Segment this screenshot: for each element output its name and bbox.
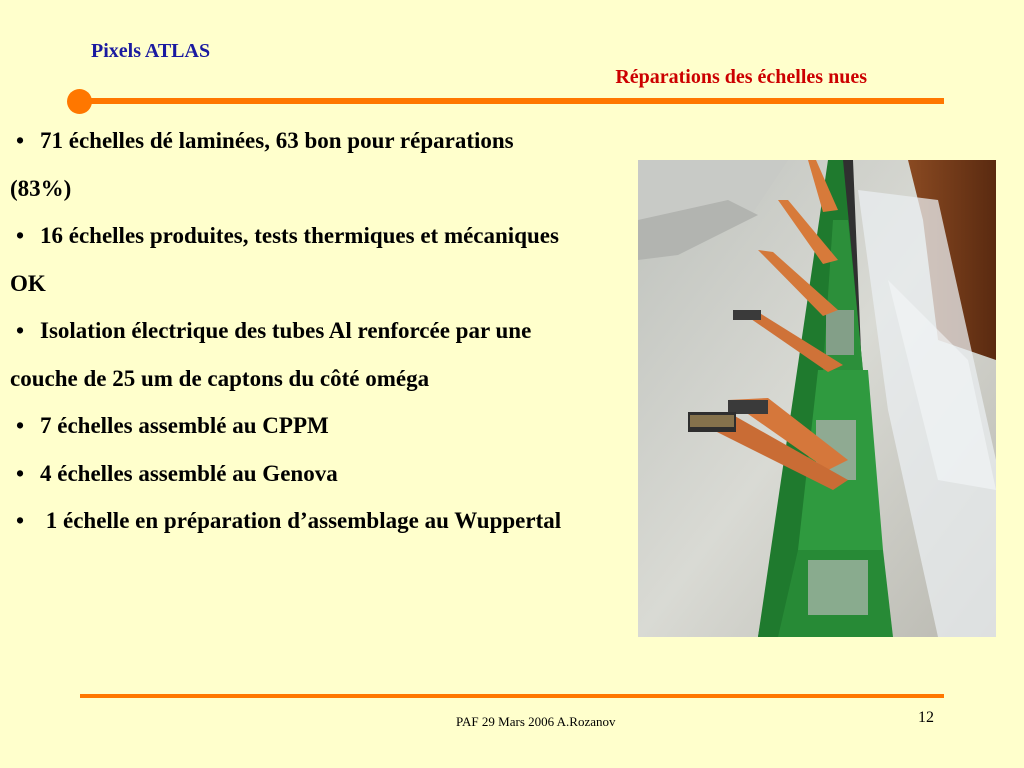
bullet-marker: • xyxy=(16,223,25,248)
bullet-item xyxy=(10,450,570,498)
bullet-text: Isolation électrique des tubes Al renforcée par une couche de 25 um de captons du côté oméga xyxy=(10,318,532,391)
bullet-marker: • xyxy=(16,413,25,438)
bullet-text: 71 échelles dé laminées, 63 bon pour réparations (83%) xyxy=(10,128,514,201)
photo-illustration xyxy=(638,160,996,637)
bottom-divider xyxy=(80,694,944,698)
bullet-item xyxy=(10,307,570,402)
bullet-marker: • xyxy=(16,508,25,533)
bullet-text: 1 échelle en préparation d’assemblage au Wuppertal xyxy=(40,508,562,533)
bullet-item xyxy=(10,497,570,545)
bullet-list xyxy=(10,117,570,545)
bullet-item xyxy=(10,212,570,307)
divider-dot xyxy=(67,89,92,114)
bullet-marker: • xyxy=(16,128,25,153)
top-divider xyxy=(80,98,944,104)
bullet-text: 16 échelles produites, tests thermiques et mécaniques OK xyxy=(10,223,559,296)
presentation-title: Pixels ATLAS xyxy=(91,40,211,62)
ladder-photo xyxy=(638,160,996,637)
page-number: 12 xyxy=(918,709,934,726)
footer-text: PAF 29 Mars 2006 A.Rozanov xyxy=(456,714,616,729)
bullet-text: 4 échelles assemblé au Genova xyxy=(40,460,338,486)
bullet-marker: • xyxy=(16,318,25,343)
bullet-item xyxy=(10,117,570,212)
bullet-item xyxy=(10,402,570,450)
bullet-marker: • xyxy=(16,460,25,486)
bullet-text: 7 échelles assemblé au CPPM xyxy=(40,413,329,438)
slide-title: Réparations des échelles nues xyxy=(615,66,867,88)
